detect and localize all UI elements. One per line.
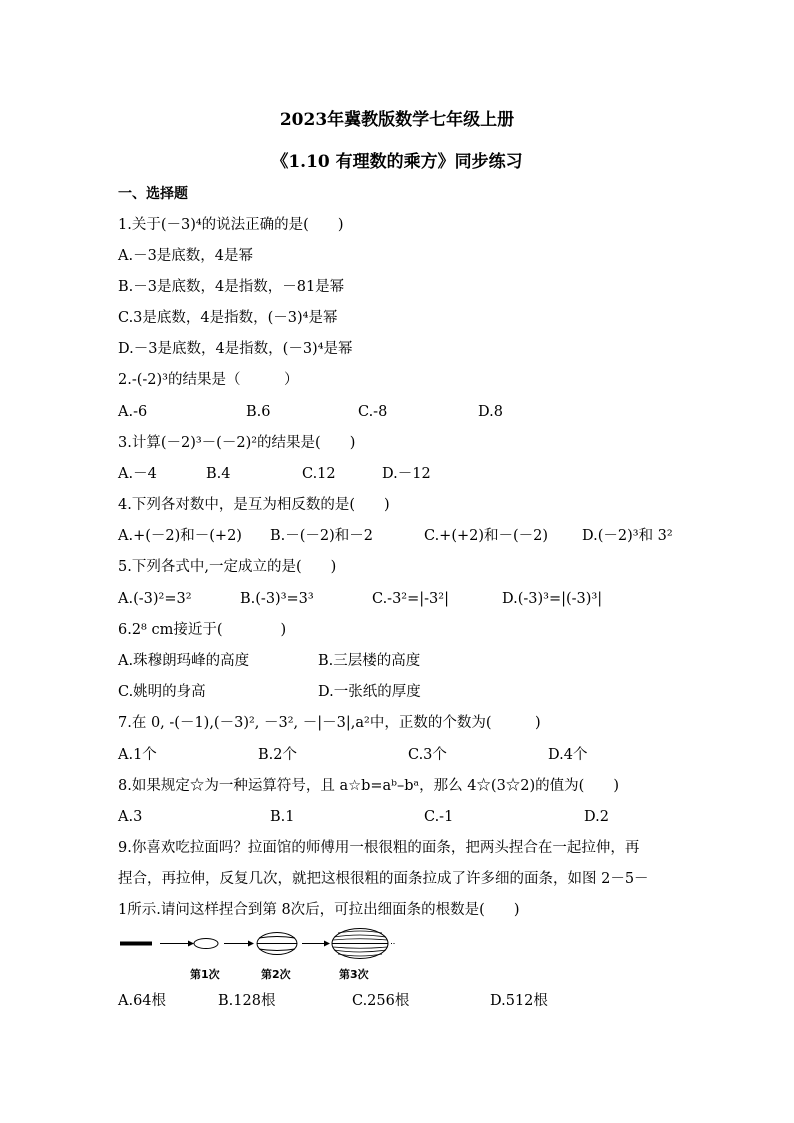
question-3-option-d: D.－12 [382, 466, 431, 482]
question-4-option-c: C.+(+2)和－(－2) [424, 528, 549, 544]
question-9-option-d: D.512根 [490, 993, 548, 1009]
question-1-option-b: B.－3是底数，4是指数，－81是幂 [118, 279, 345, 295]
question-9-stem-line-1: 9.你喜欢吃拉面吗？拉面馆的师傅用一根很粗的面条，把两头捏合在一起拉伸，再 [118, 840, 640, 856]
question-2-stem: 2.-(-2)³的结果是（ ） [118, 372, 299, 388]
question-3-stem: 3.计算(－2)³－(－2)²的结果是( ) [118, 435, 356, 451]
question-5-stem: 5.下列各式中,一定成立的是( ) [118, 559, 337, 575]
figure-caption-step-2: 第2次 [261, 968, 291, 981]
question-5-option-c: C.-3²=|-3²| [372, 591, 449, 607]
question-3-option-a: A.－4 [118, 466, 157, 482]
question-4-option-b: B.－(－2)和－2 [270, 528, 374, 544]
question-7-option-c: C.3个 [408, 747, 447, 763]
question-9-option-b: B.128根 [218, 993, 276, 1009]
question-6-option-a: A.珠穆朗玛峰的高度 [118, 653, 250, 669]
question-6-option-c: C.姚明的身高 [118, 684, 206, 700]
question-8-option-c: C.-1 [424, 809, 454, 825]
question-8-option-a: A.3 [118, 809, 143, 825]
question-9-stem-line-2: 捏合，再拉伸，反复几次，就把这根很粗的面条拉成了许多细的面条，如图 2－5－ [118, 871, 649, 887]
question-2-option-d: D.8 [478, 404, 503, 420]
page-subtitle: 《1.10 有理数的乘方》同步练习 [271, 152, 523, 172]
question-1-option-d: D.－3是底数，4是指数，(－3)⁴是幂 [118, 341, 353, 357]
question-2-option-b: B.6 [246, 404, 271, 420]
question-7-stem: 7.在 0, -(－1),(－3)², －3², －|－3|,a²中，正数的个数为( ) [118, 715, 541, 731]
figure-caption-step-1: 第1次 [190, 968, 220, 981]
question-6-option-b: B.三层楼的高度 [318, 653, 421, 669]
question-4-option-a: A.+(－2)和－(+2) [118, 528, 242, 544]
question-7-option-d: D.4个 [548, 747, 588, 763]
question-3-option-c: C.12 [302, 466, 336, 482]
question-1-stem: 1.关于(－3)⁴的说法正确的是( ) [118, 217, 344, 233]
question-1-option-c: C.3是底数，4是指数，(－3)⁴是幂 [118, 310, 338, 326]
figure-caption-step-3: 第3次 [339, 968, 369, 981]
question-2-option-c: C.-8 [358, 404, 388, 420]
question-9-option-c: C.256根 [352, 993, 410, 1009]
question-1-option-a: A.－3是底数，4是幂 [118, 248, 254, 264]
question-7-option-b: B.2个 [258, 747, 297, 763]
question-9-option-a: A.64根 [118, 993, 167, 1009]
question-9-stem-line-3: 1所示.请问这样捏合到第 8次后，可拉出细面条的根数是( ) [118, 902, 520, 918]
question-8-stem: 8.如果规定☆为一种运算符号，且 a☆b=aᵇ–bᵃ，那么 4☆(3☆2)的值为( ) [118, 778, 619, 794]
question-4-option-d: D.(－2)³和 3² [582, 528, 673, 544]
question-8-option-d: D.2 [584, 809, 609, 825]
question-5-option-d: D.(-3)³=|(-3)³| [502, 591, 603, 607]
question-4-stem: 4.下列各对数中，是互为相反数的是( ) [118, 497, 390, 513]
section-heading: 一、选择题 [118, 186, 188, 202]
question-3-option-b: B.4 [206, 466, 231, 482]
question-5-option-a: A.(-3)²=3² [118, 591, 192, 607]
question-7-option-a: A.1个 [118, 747, 157, 763]
question-8-option-b: B.1 [270, 809, 295, 825]
question-6-stem: 6.2⁸ cm接近于( ) [118, 622, 287, 638]
noodle-pulling-figure [118, 928, 398, 964]
question-2-option-a: A.-6 [118, 404, 148, 420]
page-title: 2023年冀教版数学七年级上册 [279, 110, 515, 130]
question-6-option-d: D.一张纸的厚度 [318, 684, 421, 700]
question-5-option-b: B.(-3)³=3³ [240, 591, 314, 607]
